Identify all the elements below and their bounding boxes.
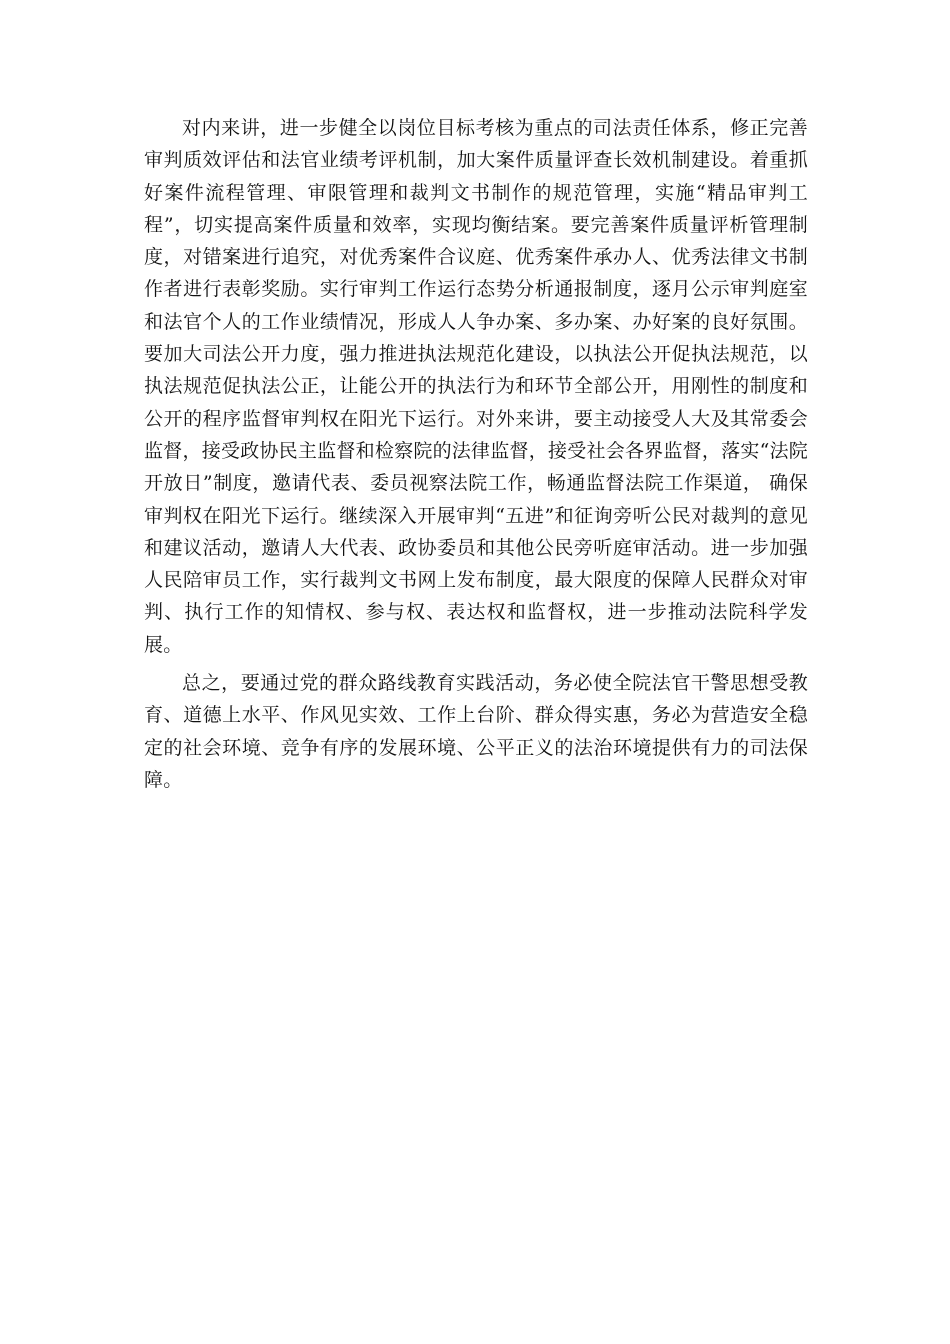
paragraph-internal-supervision: 对内来讲，进一步健全以岗位目标考核为重点的司法责任体系，修正完善审判质效评估和法官业绩考评机制，加大案件质量评查长效机制建设。着重抓好案件流程管理、审限管理和裁判文书制作的规范管理，实施“精品审判工程”，切实提高案件质量和效率，实现均衡结案。要完善案件质量评析管理制度，对错案进行追究，对优秀案件合议庭、优秀案件承办人、优秀法律文书制作者进行表彰奖励。实行审判工作运行态势分析通报制度，逐月公示审判庭室和法官个人的工作业绩情况，形成人人争办案、多办案、办好案的良好氛围。要加大司法公开力度，强力推进执法规范化建设，以执法公开促执法规范，以执法规范促执法公正，让能公开的执法行为和环节全部公开，用刚性的制度和公开的程序监督审判权在阳光下运行。对外来讲，要主动接受人大及其常委会监督，接受政协民主监督和检察院的法律监督，接受社会各界监督，落实“法院开放日”制度，邀请代表、委员视察法院工作，畅通监督法院工作渠道， 确保审判权在阳光下运行。继续深入开展审判“五进”和征询旁听公民对裁判的意见和建议活动，邀请人大代表、政协委员和其他公民旁听庭审活动。进一步加强人民陪审员工作，实行裁判文书网上发布制度，最大限度的保障人民群众对审判、执行工作的知情权、参与权、表达权和监督权，进一步推动法院科学发展。: [144, 117, 808, 656]
paragraph-conclusion: 总之，要通过党的群众路线教育实践活动，务必使全院法官干警思想受教育、道德上水平、作风见实效、工作上台阶、群众得实惠，务必为营造安全稳定的社会环境、竞争有序的发展环境、公平正义的法治环境提供有力的司法保障。: [144, 672, 808, 791]
document-body: [144, 112, 808, 796]
